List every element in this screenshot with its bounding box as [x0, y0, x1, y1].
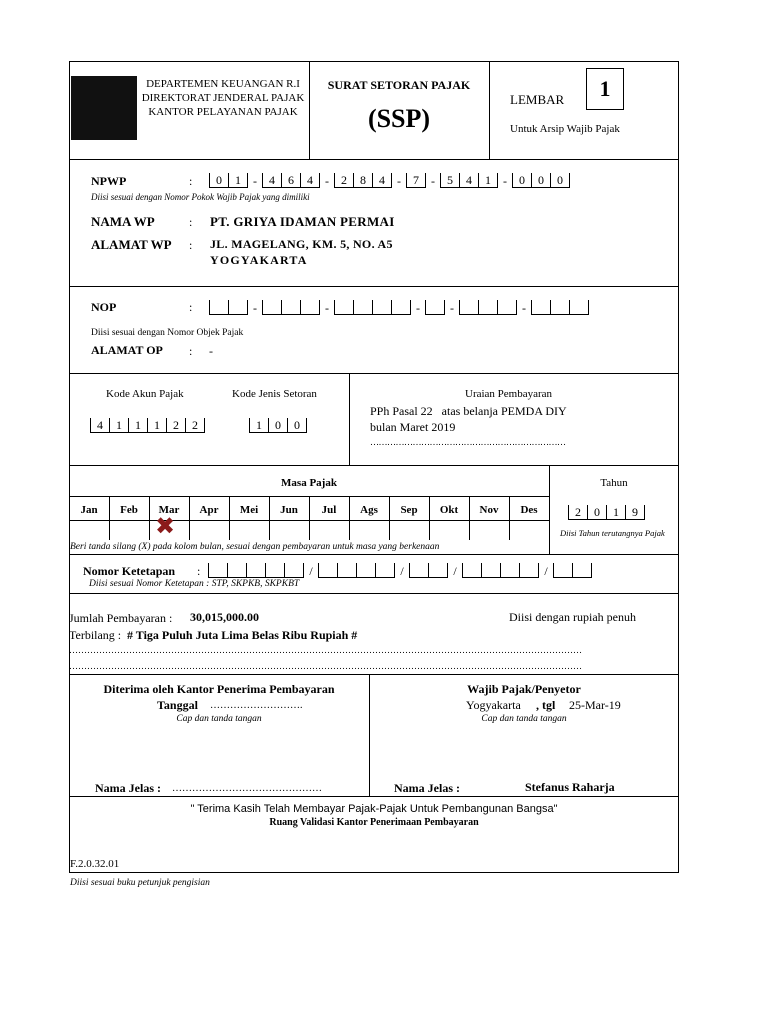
address-line-1: JL. MAGELANG, KM. 5, NO. A5 — [210, 237, 393, 251]
month-grid-line — [429, 496, 430, 540]
digit-box: 2 — [568, 505, 587, 520]
payer-name-label: Nama Jelas : — [394, 781, 460, 795]
digit-box: 0 — [512, 173, 531, 188]
colon: : — [189, 344, 193, 358]
jumlah-label: Jumlah Pembayaran : — [69, 611, 173, 625]
month-okt: Okt — [439, 504, 459, 516]
divider — [69, 373, 679, 374]
digit-box — [478, 300, 497, 315]
name-label: NAMA WP — [91, 214, 155, 229]
ketetapan-label: Nomor Ketetapan — [83, 564, 176, 578]
month-sep: Sep — [400, 504, 418, 516]
separator: / — [544, 564, 548, 578]
digit-box: 4 — [90, 418, 109, 433]
digit-box — [265, 563, 284, 578]
digit-box — [550, 300, 569, 315]
digit-box: 1 — [128, 418, 147, 433]
digit-box: 8 — [353, 173, 372, 188]
digit-box — [531, 300, 550, 315]
month-grid-line — [349, 496, 350, 540]
uraian-dots: …………………………………………………………… — [370, 437, 566, 447]
separator: - — [253, 174, 257, 188]
terbilang-dots-2: ……………………………………………………………………………………………………………………………………………………… — [69, 661, 582, 671]
year-boxes — [568, 503, 645, 520]
digit-box — [459, 300, 478, 315]
receiver-date-dots: ………………………. — [210, 700, 303, 711]
digit-box — [553, 563, 572, 578]
nop-boxes — [209, 298, 589, 315]
terbilang-value: # Tiga Puluh Juta Lima Belas Ribu Rupiah # — [127, 628, 358, 642]
separator: - — [450, 301, 454, 315]
separator: - — [397, 174, 401, 188]
divider — [69, 286, 679, 287]
month-grid-line — [469, 496, 470, 540]
receiver-name-dots: ……………………………………… — [172, 783, 322, 794]
separator: - — [503, 174, 507, 188]
colon: : — [189, 215, 193, 229]
digit-box: 1 — [606, 505, 625, 520]
slogan: " Terima Kasih Telah Membayar Pajak-Pajak Untuk Pembangunan Bangsa" — [190, 803, 558, 815]
digit-box: 2 — [334, 173, 353, 188]
digit-box — [572, 563, 592, 578]
org-block — [137, 77, 309, 119]
org-line-3: KANTOR PELAYANAN PAJAK — [148, 106, 298, 118]
digit-box — [228, 300, 248, 315]
digit-box: 9 — [625, 505, 645, 520]
divider — [349, 373, 350, 465]
month-apr: Apr — [199, 504, 219, 516]
receiver-name-label: Nama Jelas : — [95, 781, 161, 795]
digit-box — [462, 563, 481, 578]
payer-city: Yogyakarta — [466, 698, 521, 712]
month-des: Des — [520, 504, 538, 516]
month-mar: Mar — [158, 504, 180, 516]
ketetapan-note: Diisi sesuai Nomor Ketetapan : STP, SKPKB, SKPKBT — [89, 579, 300, 589]
month-grid-line — [309, 496, 310, 540]
digit-box: 1 — [228, 173, 248, 188]
digit-box — [425, 300, 445, 315]
payer-stamp: Cap dan tanda tangan — [481, 714, 567, 724]
month-nov: Nov — [479, 504, 499, 516]
month-grid-line — [109, 496, 110, 540]
mark-note: Beri tanda silang (X) pada kolom bulan, sesuai dengan pembayaran untuk masa yang berkenaan — [70, 542, 440, 552]
payer-date: 25-Mar-19 — [569, 698, 621, 712]
divider — [489, 61, 490, 159]
op-address-label: ALAMAT OP — [91, 343, 163, 357]
payer-tgl: , tgl — [536, 698, 556, 712]
digit-box — [337, 563, 356, 578]
op-address-value: - — [209, 344, 213, 358]
month-mei: Mei — [239, 504, 259, 516]
digit-box: 4 — [262, 173, 281, 188]
digit-box: 0 — [287, 418, 307, 433]
digit-box: 1 — [478, 173, 498, 188]
digit-box: 0 — [531, 173, 550, 188]
name-value: PT. GRIYA IDAMAN PERMAI — [210, 214, 395, 229]
digit-box — [519, 563, 539, 578]
digit-box — [428, 563, 448, 578]
month-grid-line — [149, 496, 150, 540]
month-grid-line — [229, 496, 230, 540]
digit-box — [375, 563, 395, 578]
terbilang-label: Terbilang : — [69, 628, 122, 642]
divider — [69, 674, 679, 675]
digit-box — [246, 563, 265, 578]
separator: / — [400, 564, 404, 578]
address-label: ALAMAT WP — [91, 237, 172, 252]
digit-box: 4 — [459, 173, 478, 188]
org-line-1: DEPARTEMEN KEUANGAN R.I — [146, 78, 300, 90]
selected-month-mark: ✖ — [155, 514, 176, 540]
digit-box: 0 — [587, 505, 606, 520]
divider — [69, 159, 679, 160]
receiver-stamp: Cap dan tanda tangan — [176, 714, 262, 724]
separator: / — [453, 564, 457, 578]
digit-box — [356, 563, 375, 578]
divider — [69, 796, 679, 797]
address-line-2: YOGYAKARTA — [210, 253, 308, 267]
digit-box: 6 — [281, 173, 300, 188]
colon: : — [189, 300, 193, 314]
digit-box — [372, 300, 391, 315]
divider — [69, 554, 679, 555]
digit-box — [569, 300, 589, 315]
digit-box — [500, 563, 519, 578]
month-grid-line — [189, 496, 190, 540]
digit-box: 5 — [440, 173, 459, 188]
digit-box — [262, 300, 281, 315]
separator: - — [325, 174, 329, 188]
tahun-label: Tahun — [600, 477, 628, 489]
month-grid-line — [269, 496, 270, 540]
bottom-note: Diisi sesuai buku petunjuk pengisian — [70, 878, 210, 888]
uraian-line-1: PPh Pasal 22 atas belanja PEMDA DIY — [370, 404, 567, 418]
month-ags: Ags — [360, 504, 378, 516]
digit-box — [227, 563, 246, 578]
receiver-date-label: Tanggal — [157, 698, 198, 712]
ketetapan-boxes — [208, 561, 592, 578]
digit-box: 1 — [249, 418, 268, 433]
jumlah-value: 30,015,000.00 — [190, 610, 259, 624]
digit-box — [353, 300, 372, 315]
payer-name: Stefanus Raharja — [525, 780, 615, 794]
digit-box — [300, 300, 320, 315]
terbilang-dots-1: ……………………………………………………………………………………………………………………………………………………… — [69, 645, 582, 655]
validation-area-label: Ruang Validasi Kantor Penerimaan Pembayaran — [269, 817, 479, 828]
kode-akun-label: Kode Akun Pajak — [106, 388, 184, 400]
digit-box — [334, 300, 353, 315]
separator: / — [309, 564, 313, 578]
digit-box: 4 — [372, 173, 392, 188]
colon: : — [189, 174, 193, 188]
org-line-2: DIREKTORAT JENDERAL PAJAK — [141, 92, 305, 104]
lembar-label: LEMBAR — [510, 92, 565, 107]
digit-box: 7 — [406, 173, 426, 188]
separator: - — [253, 301, 257, 315]
month-feb: Feb — [120, 504, 138, 516]
digit-box: 0 — [268, 418, 287, 433]
nop-note: Diisi sesuai dengan Nomor Objek Pajak — [91, 328, 244, 338]
digit-box — [284, 563, 304, 578]
month-grid-line — [389, 496, 390, 540]
digit-box: 0 — [550, 173, 570, 188]
digit-box: 1 — [147, 418, 166, 433]
colon: : — [197, 564, 201, 578]
npwp-note: Diisi sesuai dengan Nomor Pokok Wajib Pajak yang dimiliki — [91, 192, 310, 202]
separator: - — [522, 301, 526, 315]
colon: : — [189, 238, 193, 252]
digit-box: 4 — [300, 173, 320, 188]
month-grid-line — [509, 496, 510, 540]
form-code: (SSP) — [367, 104, 431, 133]
kode-jenis-label: Kode Jenis Setoran — [232, 388, 317, 400]
digit-box — [409, 563, 428, 578]
digit-box — [391, 300, 411, 315]
jumlah-note: Diisi dengan rupiah penuh — [509, 610, 636, 624]
month-jun: Jun — [280, 504, 298, 516]
divider — [69, 593, 679, 594]
lembar-note: Untuk Arsip Wajib Pajak — [510, 123, 620, 135]
uraian-line-2: bulan Maret 2019 — [370, 420, 456, 434]
digit-box: 1 — [109, 418, 128, 433]
separator: - — [325, 301, 329, 315]
digit-box: 2 — [185, 418, 205, 433]
digit-box — [481, 563, 500, 578]
form-number: F.2.0.32.01 — [70, 858, 120, 870]
lembar-number: 1 — [586, 68, 624, 110]
uraian-label: Uraian Pembayaran — [465, 388, 553, 400]
digit-box: 2 — [166, 418, 185, 433]
separator: - — [416, 301, 420, 315]
payer-title: Wajib Pajak/Penyetor — [467, 682, 581, 696]
tahun-note: Diisi Tahun terutangnya Pajak — [560, 528, 665, 538]
digit-box — [209, 300, 228, 315]
digit-box: 0 — [209, 173, 228, 188]
month-jul: Jul — [321, 504, 337, 516]
kode-jenis-boxes — [249, 416, 307, 433]
masa-pajak-label: Masa Pajak — [281, 477, 337, 489]
month-jan: Jan — [80, 504, 98, 516]
form-title: SURAT SETORAN PAJAK — [327, 78, 471, 92]
nop-label: NOP — [91, 300, 117, 314]
npwp-boxes — [209, 171, 570, 188]
digit-box — [318, 563, 337, 578]
receiver-title: Diterima oleh Kantor Penerima Pembayaran — [103, 682, 335, 696]
divider — [69, 465, 679, 466]
separator: - — [431, 174, 435, 188]
npwp-label: NPWP — [91, 174, 127, 188]
kode-akun-boxes — [90, 416, 205, 433]
digit-box — [208, 563, 227, 578]
digit-box — [281, 300, 300, 315]
digit-box — [497, 300, 517, 315]
ministry-logo — [71, 76, 137, 140]
